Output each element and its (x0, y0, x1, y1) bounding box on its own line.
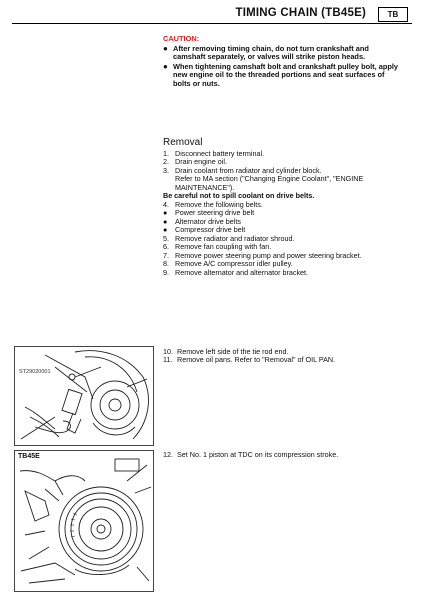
step-num: 11. (163, 355, 173, 365)
caution-title: CAUTION: (163, 34, 200, 43)
step-text: Set No. 1 piston at TDC on its compression stroke. (177, 450, 339, 459)
step-num: 3. (163, 165, 169, 175)
step-num: 5. (163, 233, 169, 243)
step-num: 7. (163, 250, 169, 260)
step-num: 1. (163, 149, 169, 158)
engine-code-tag: TB45E (18, 453, 40, 460)
caution-item (163, 63, 403, 89)
step-row (163, 356, 403, 364)
bullet-icon: ● (163, 61, 168, 71)
bullet-icon: ● (163, 208, 168, 218)
tool-number-label: ST29020001 (19, 369, 51, 375)
coolant-warning: Be careful not to spill coolant on drive belts. (163, 191, 315, 201)
step-num: 10. (163, 347, 173, 356)
step-num: 8. (163, 259, 169, 269)
caution-item (163, 45, 403, 62)
bullet-icon: ● (163, 43, 168, 53)
caution-text: After removing timing chain, do not turn crankshaft and camshaft separately, or valves will strike piston heads. (173, 43, 369, 62)
belt-text: Power steering drive belt (175, 208, 255, 218)
step-text: Remove radiator and radiator shroud. (175, 233, 295, 243)
step-row (163, 451, 403, 459)
step-text: Remove the following belts. (175, 199, 263, 209)
bullet-icon: ● (163, 216, 168, 226)
bullet-icon: ● (163, 225, 168, 235)
step-num: 12. (163, 450, 173, 459)
step-num: 4. (163, 199, 169, 209)
step-text: Remove power steering pump and power steering bracket. (175, 250, 362, 260)
step-text: Remove A/C compressor idler pulley. (175, 259, 293, 269)
caution-text: When tightening camshaft bolt and crankshaft pulley bolt, apply new engine oil to the threaded portions and seat surfaces of bolts or nuts. (173, 61, 399, 88)
tie-rod-illustration (15, 347, 153, 445)
crank-pulley-figure (14, 450, 154, 592)
step-text: Remove fan coupling with fan. (175, 242, 272, 252)
page-title: TIMING CHAIN (TB45E) (235, 7, 366, 19)
tie-rod-figure (14, 346, 154, 446)
removal-steps-c (163, 451, 403, 459)
section-badge: TB (378, 7, 408, 22)
belt-text: Compressor drive belt (175, 225, 246, 235)
step-text: Drain coolant from radiator and cylinder block. (175, 165, 322, 175)
caution-block (163, 35, 403, 89)
step-text: Disconnect battery terminal. (175, 149, 265, 158)
step-num: 6. (163, 242, 169, 252)
step-text: Remove alternator and alternator bracket. (175, 267, 309, 277)
step-num: 2. (163, 157, 169, 167)
belt-text: Alternator drive belts (175, 216, 241, 226)
removal-heading: Removal (163, 137, 203, 148)
step-text: Remove oil pans. Refer to "Removal" of OIL PAN. (177, 355, 336, 365)
pulley-illustration (15, 451, 153, 591)
removal-steps-b (163, 348, 403, 365)
step-reference: Refer to MA section ("Changing Engine Coolant", "ENGINE MAINTENANCE"). (175, 174, 364, 192)
page-header (12, 6, 412, 24)
step-text: Remove left side of the tie rod end. (177, 347, 289, 356)
header-rule (12, 23, 412, 24)
step-text: Drain engine oil. (175, 157, 227, 167)
removal-steps (163, 150, 403, 277)
step-row (163, 269, 403, 277)
step-num: 9. (163, 267, 169, 277)
